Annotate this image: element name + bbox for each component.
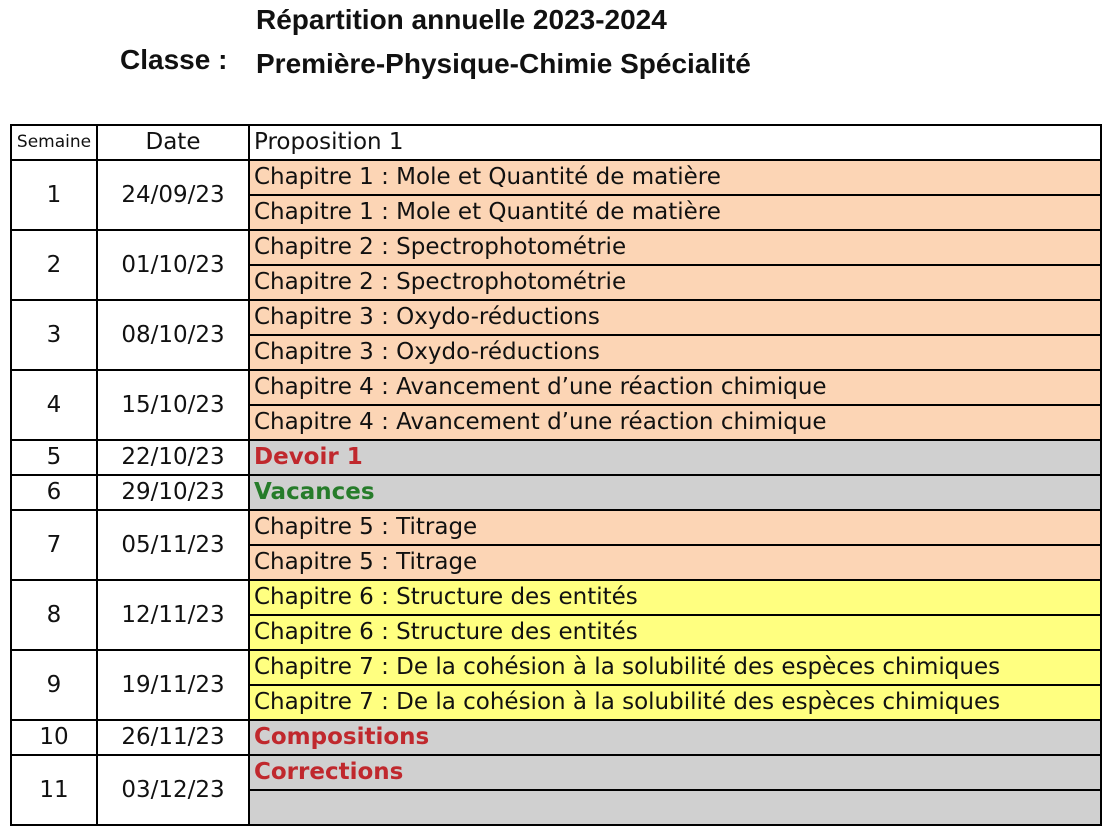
chapter-cell: Chapitre 4 : Avancement d’une réaction chimique — [249, 405, 1101, 440]
table-row — [11, 230, 1101, 265]
table-row — [11, 580, 1101, 615]
chapter-cell: Chapitre 2 : Spectrophotométrie — [249, 230, 1101, 265]
week-date: 03/12/23 — [97, 755, 249, 825]
chapter-cell: Chapitre 6 : Structure des entités — [249, 615, 1101, 650]
week-date: 29/10/23 — [97, 475, 249, 510]
chapter-cell: Chapitre 3 : Oxydo-réductions — [249, 335, 1101, 370]
week-date: 22/10/23 — [97, 440, 249, 475]
header-proposition: Proposition 1 — [249, 125, 1101, 160]
week-number: 6 — [11, 475, 97, 510]
week-date: 26/11/23 — [97, 720, 249, 755]
week-number: 4 — [11, 370, 97, 440]
table-row — [11, 755, 1101, 790]
chapter-cell: Chapitre 7 : De la cohésion à la solubilité des espèces chimiques — [249, 650, 1101, 685]
header-week: Semaine — [11, 125, 97, 160]
week-number: 3 — [11, 300, 97, 370]
chapter-cell: Chapitre 5 : Titrage — [249, 545, 1101, 580]
week-date: 15/10/23 — [97, 370, 249, 440]
week-number: 11 — [11, 755, 97, 825]
week-date: 01/10/23 — [97, 230, 249, 300]
chapter-cell: Chapitre 6 : Structure des entités — [249, 580, 1101, 615]
chapter-cell: Chapitre 1 : Mole et Quantité de matière — [249, 160, 1101, 195]
week-date: 12/11/23 — [97, 580, 249, 650]
week-date: 08/10/23 — [97, 300, 249, 370]
chapter-cell: Chapitre 1 : Mole et Quantité de matière — [249, 195, 1101, 230]
table-row — [11, 510, 1101, 545]
week-number: 5 — [11, 440, 97, 475]
event-cell-vacances: Vacances — [249, 475, 1101, 510]
event-cell-devoir: Devoir 1 — [249, 440, 1101, 475]
week-number: 1 — [11, 160, 97, 230]
week-number: 9 — [11, 650, 97, 720]
week-date: 19/11/23 — [97, 650, 249, 720]
chapter-cell — [249, 790, 1101, 825]
table-row — [11, 300, 1101, 335]
week-date: 24/09/23 — [97, 160, 249, 230]
table-row — [11, 720, 1101, 755]
week-date: 05/11/23 — [97, 510, 249, 580]
chapter-cell: Chapitre 2 : Spectrophotométrie — [249, 265, 1101, 300]
table-row — [11, 370, 1101, 405]
chapter-cell: Chapitre 5 : Titrage — [249, 510, 1101, 545]
class-label: Classe : — [120, 44, 228, 75]
chapter-cell: Chapitre 4 : Avancement d’une réaction chimique — [249, 370, 1101, 405]
table-row — [11, 440, 1101, 475]
header-date: Date — [97, 125, 249, 160]
table-row — [11, 160, 1101, 195]
week-number: 10 — [11, 720, 97, 755]
document-title — [0, 0, 1111, 110]
week-number: 8 — [11, 580, 97, 650]
table-row — [11, 650, 1101, 685]
header-row — [11, 125, 1101, 160]
title-line-1: Répartition annuelle 2023-2024 — [256, 4, 667, 35]
event-cell-corrections: Corrections — [249, 755, 1101, 790]
chapter-cell: Chapitre 3 : Oxydo-réductions — [249, 300, 1101, 335]
class-value: Première-Physique-Chimie Spécialité — [256, 48, 751, 79]
week-number: 7 — [11, 510, 97, 580]
event-cell-compositions: Compositions — [249, 720, 1101, 755]
table-row — [11, 475, 1101, 510]
week-number: 2 — [11, 230, 97, 300]
chapter-cell: Chapitre 7 : De la cohésion à la solubilité des espèces chimiques — [249, 685, 1101, 720]
schedule-table — [10, 124, 1102, 826]
